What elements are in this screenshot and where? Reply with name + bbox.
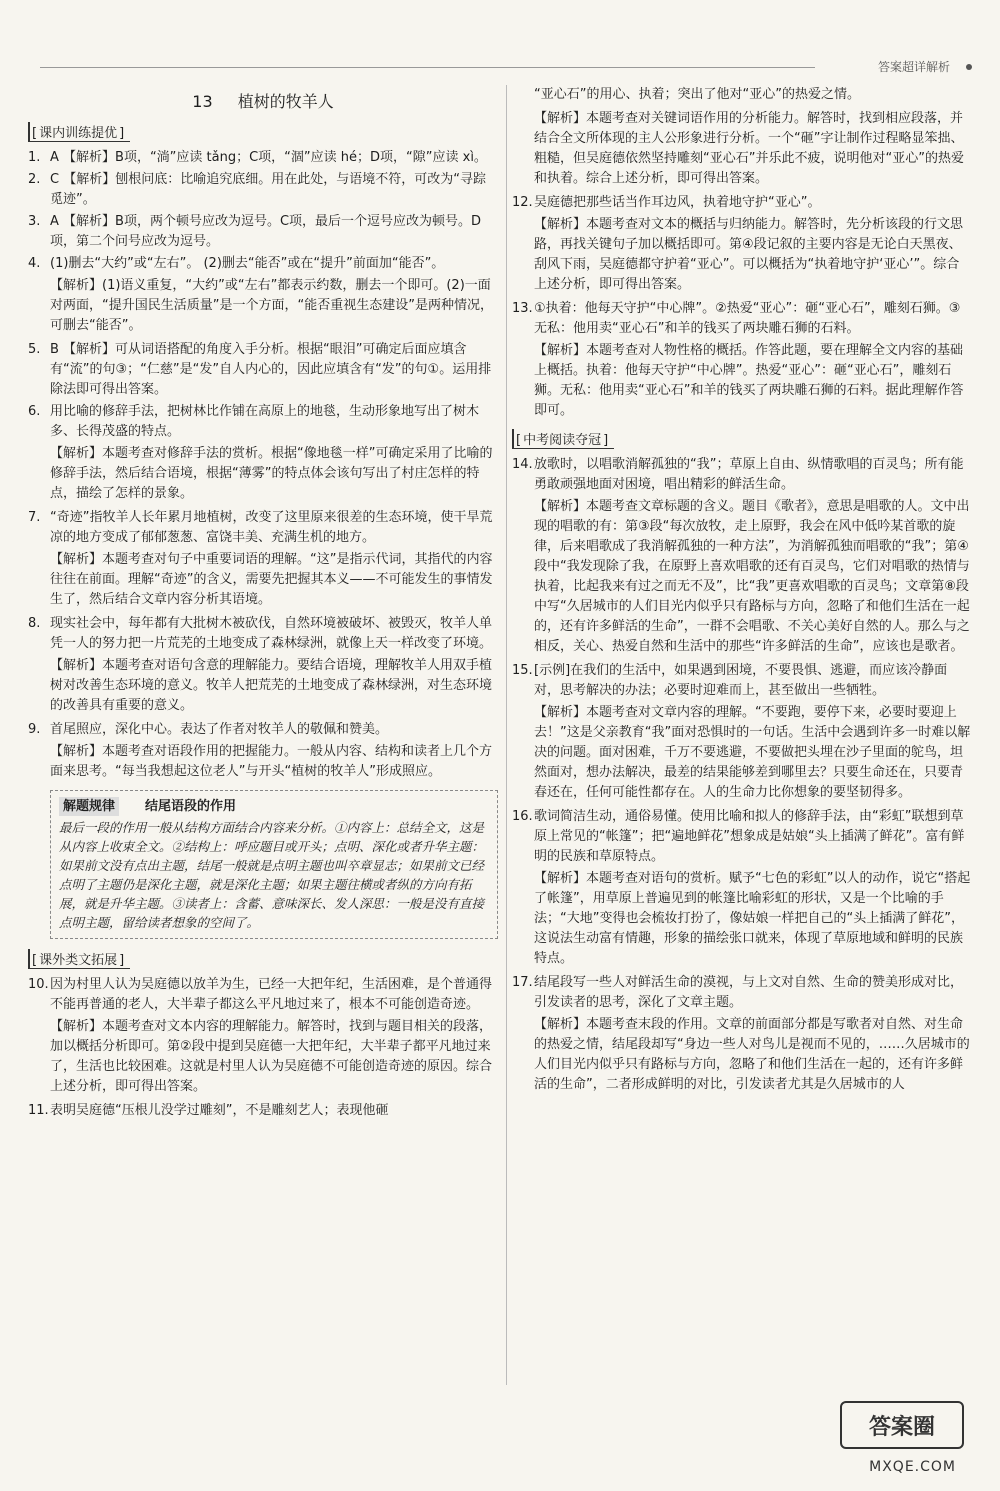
answer-text: 用比喻的修辞手法，把树林比作铺在高原上的地毯，生动形象地写出了树木多、长得茂盛的特点。	[50, 404, 480, 439]
answer-explanation: 【解析】本题考查对关键词语作用的分析能力。解答时，找到相应段落，并结合全文所体现的主人公形象进行分析。一个“砸”字让制作过程略显笨拙、粗糙，但吴庭德依然坚持雕刻“亚心石”并乐此不疲，说明他对“亚心”的热爱和执着。综合上述分析，即可得出答案。	[534, 111, 964, 186]
answer-text: 首尾照应，深化中心。表达了作者对牧羊人的敬佩和赞美。	[50, 722, 389, 737]
answer-number: 14.	[512, 457, 533, 472]
answer-number: 8.	[28, 616, 41, 631]
answer-text: (1)删去“大约”或“左右”。 (2)删去“能否”或在“提升”前面加“能否”。	[50, 256, 445, 271]
answer-text: ①执着：他每天守护“中心牌”。②热爱“亚心”：砸“亚心石”，雕刻石狮。③无私：他用卖“亚心石”和羊的钱买了两块雕石狮的石料。	[534, 301, 961, 336]
watermark-logo: 答案圈	[840, 1401, 964, 1449]
answer-number: 17.	[512, 975, 533, 990]
answer-explanation: 【解析】本题考查文章标题的含义。题目《歌者》，意思是唱歌的人。文中出现的唱歌的有：第③段“每次放牧，走上原野，我会在风中低吟某首歌的旋律，后来唱歌成了我消解孤独的一种方法”，为消解孤独而唱歌的“我”；第④段中“我发现除了我，在原野上喜欢唱歌的还有百灵鸟，它们对唱歌的热情与执着，比起我来有过之而无不及”，比“我”更喜欢唱歌的百灵鸟；文章第⑧段中写“久居城市的人们目光内似乎只有路标与方向，忽略了和他们生活在一起的，还有许多鲜活的生命”，一群不会唱歌、不关心美好自然的人。那么与之相反，关心、热爱自然和生活中的那些“许多鲜活的生命”，应该也是歌者。	[534, 499, 970, 654]
section-heading: [ 课内训练提优 ]	[28, 122, 130, 142]
answer-number: 2.	[28, 172, 41, 187]
answer-text: A 【解析】B项，“淌”应读 tǎng；C项，“涸”应读 hé；D项，“隙”应读 xì。	[50, 150, 487, 165]
answer-item	[28, 254, 498, 274]
tip-heading: 结尾语段的作用	[145, 799, 237, 814]
answer-list	[512, 455, 972, 1095]
header-label: 答案超详解析	[877, 60, 950, 74]
left-column	[28, 85, 498, 1123]
answer-explanation: 【解析】本题考查末段的作用。文章的前面部分都是写歌者对自然、对生命的热爱之情，结尾段却写“身边一些人对鸟儿是视而不见的，……久居城市的人们目光内似乎只有路标与方向，忽略了和他们生活在一起的，还有许多鲜活的生命”，二者形成鲜明的对比，引发读者尤其是久居城市的人	[534, 1017, 970, 1092]
lesson-title	[28, 89, 498, 112]
answer-item	[28, 340, 498, 400]
answer-list	[28, 148, 498, 782]
answer-text: 吴庭德把那些话当作耳边风，执着地守护“亚心”。	[534, 195, 821, 210]
lesson-number: 13	[192, 92, 213, 111]
answer-explanation: 【解析】本题考查对人物性格的概括。作答此题，要在理解全文内容的基础上概括。执着：他每天守护“中心牌”。热爱“亚心”：砸“亚心石”，雕刻石狮。无私：他用卖“亚心石”和羊的钱买了两块雕石狮的石料。据此理解作答即可。	[534, 343, 964, 418]
right-column	[512, 85, 972, 1099]
answer-explanation: 【解析】本题考查对语段作用的把握能力。一般从内容、结构和读者上几个方面来思考。“每当我想起这位老人”与开头“植树的牧羊人”形成照应。	[50, 744, 493, 779]
answer-number: 1.	[28, 150, 41, 165]
answer-item	[512, 299, 972, 339]
answer-explanation: 【解析】本题考查对语句的赏析。赋予“七色的彩虹”以人的动作，说它“搭起了帐篷”，用草原上普遍见到的帐篷比喻彩虹的形状，又是一个比喻的手法；“大地”变得也会梳妆打扮了，像姑娘一样把自己的“头上插满了鲜花”，这说法生动富有情趣，形象的描绘张口就来，体现了草原地域和鲜明的民族特点。	[534, 871, 971, 966]
answer-item	[28, 508, 498, 548]
answer-text: 表明吴庭德“压根儿没学过雕刻”，不是雕刻艺人；表现他砸	[50, 1103, 389, 1118]
answer-number: 4.	[28, 256, 41, 271]
answer-number: 13.	[512, 301, 533, 316]
answer-item	[28, 975, 498, 1015]
answer-text: B 【解析】可从词语搭配的角度入手分析。根据“眼泪”可确定后面应填含有“流”的句③；“仁慈”是“发”自人内心的，因此应填含有“发”的句①。运用排除法即可得出答案。	[50, 342, 492, 397]
answer-item	[512, 973, 972, 1013]
page-header	[40, 58, 980, 78]
answer-text: 因为村里人认为吴庭德以放羊为生，已经一大把年纪，生活困难，是个普通得不能再普通的老人，大半辈子都这么平凡地过来了，根本不可能创造奇迹。	[50, 977, 493, 1012]
lesson-name: 植树的牧羊人	[237, 92, 334, 111]
answer-number: 3.	[28, 214, 41, 229]
answer-explanation: 【解析】本题考查对文章内容的理解。“不要跑，要停下来，必要时要迎上去！”这是父亲教育“我”面对恐惧时的一句话。生活中会遇到许多一时难以解决的问题。面对困难，千万不要逃避，不要做把头埋在沙子里面的鸵鸟，坦然面对，想办法解决，最差的结果能够差到哪里去？只要生命还在，只要青春还在，任何可能性都存在。人的生命力比你想象的要坚韧得多。	[534, 705, 971, 800]
header-dot	[966, 64, 972, 70]
section-heading: [ 中考阅读夺冠 ]	[512, 429, 614, 449]
answer-explanation: 【解析】本题考查对句子中重要词语的理解。“这”是指示代词，其指代的内容往往在前面。理解“奇迹”的含义，需要先把握其本义——不可能发生的事情发生了，然后结合文章内容分析其语境。	[50, 552, 493, 607]
answer-item	[28, 614, 498, 654]
watermark-site: MXQE.COM	[869, 1459, 956, 1475]
answer-text: 放歌时，以唱歌消解孤独的“我”；草原上自由、纵情歌唱的百灵鸟；所有能勇敢顽强地面对困境，唱出精彩的鲜活生命。	[534, 457, 964, 492]
answer-text: 现实社会中，每年都有大批树木被砍伐，自然环境被破坏、被毁灭，牧羊人单凭一人的努力把一片荒芜的土地变成了森林绿洲，就像上天一样改变了环境。	[50, 616, 493, 651]
answer-item	[28, 170, 498, 210]
answer-number: 5.	[28, 342, 41, 357]
tip-box	[50, 790, 498, 939]
tip-body: 最后一段的作用一般从结构方面结合内容来分析。①内容上：总结全文，这是从内容上收束全文。②结构上：呼应题目或开头；点明、深化或者升华主题：如果前文没有点出主题，结尾一般就是点明主题也叫卒章显志；如果前文已经点明了主题仍是深化主题，就是深化主题；如果主题往横或者纵的方向有拓展，就是升华主题。③读者上：含蓄、意味深长、发人深思：一般是没有直接点明主题，留给读者想象的空间了。	[59, 820, 485, 930]
answer-number: 15.	[512, 663, 533, 678]
answer-item	[28, 212, 498, 252]
answer-item	[28, 1101, 498, 1121]
answer-item	[512, 193, 972, 213]
answer-item	[512, 661, 972, 701]
answer-number: 7.	[28, 510, 41, 525]
answer-number: 11.	[28, 1103, 49, 1118]
answer-text: “奇迹”指牧羊人长年累月地植树，改变了这里原来很差的生态环境，使干旱荒凉的地方变成了郁郁葱葱、富饶丰美、充满生机的地方。	[50, 510, 493, 545]
answer-text: C 【解析】刨根问底：比喻追究底细。用在此处，与语境不符，可改为“寻踪觅迹”。	[50, 172, 486, 207]
header-rule	[40, 67, 815, 68]
answer-item	[512, 807, 972, 867]
answer-number: 6.	[28, 404, 41, 419]
answer-explanation: 【解析】(1)语义重复，“大约”或“左右”都表示约数，删去一个即可。(2)一面对两面，“提升国民生活质量”是一个方面，“能否重视生态建设”是两种情况，可删去“能否”。	[50, 278, 493, 333]
answer-item	[28, 402, 498, 442]
answer-item	[28, 720, 498, 740]
answer-explanation: 【解析】本题考查对语句含意的理解能力。要结合语境，理解牧羊人用双手植树对改善生态环境的意义。牧羊人把荒芜的土地变成了森林绿洲，对生态环境的改善具有重要的意义。	[50, 658, 493, 713]
answer-text: 结尾段写一些人对鲜活生命的漠视，与上文对自然、生命的赞美形成对比，引发读者的思考，深化了文章主题。	[534, 975, 964, 1010]
tip-tag: 解题规律	[59, 797, 119, 816]
answer-explanation: 【解析】本题考查对修辞手法的赏析。根据“像地毯一样”可确定采用了比喻的修辞手法，然后结合语境，根据“薄雾”的特点体会该句写出了村庄怎样的特点，描绘了怎样的景象。	[50, 446, 493, 501]
answer-explanation: 【解析】本题考查对文本内容的理解能力。解答时，找到与题目相关的段落，加以概括分析即可。第②段中提到吴庭德一大把年纪，大半辈子都平凡地过来了，生活也比较困难。这就是村里人认为吴庭德不可能创造奇迹的原因。综合上述分析，即可得出答案。	[50, 1019, 493, 1094]
section-heading: [ 课外类文拓展 ]	[28, 949, 130, 969]
answer-item	[28, 148, 498, 168]
answer-number: 12.	[512, 195, 533, 210]
answer-list	[512, 193, 972, 421]
answer-text: 歌词简洁生动，通俗易懂。使用比喻和拟人的修辞手法，由“彩虹”联想到草原上常见的“帐篷”；把“遍地鲜花”想象成是姑娘“头上插满了鲜花”。富有鲜明的民族和草原特点。	[534, 809, 965, 864]
answer-number: 10.	[28, 977, 49, 992]
answer-explanation: 【解析】本题考查对文本的概括与归纳能力。解答时，先分析该段的行文思路，再找关键句子加以概括即可。第④段记叙的主要内容是无论白天黑夜、刮风下雨，吴庭德都守护着“亚心”。可以概括为“执着地守护‘亚心’”。综合上述分析，即可得出答案。	[534, 217, 964, 292]
column-divider	[506, 85, 507, 1385]
answer-list	[28, 975, 498, 1121]
answer-text: [示例]在我们的生活中，如果遇到困境，不要畏惧、逃避，而应该冷静面对，思考解决的办法；必要时迎难而上，甚至做出一些牺牲。	[534, 663, 948, 698]
answer-text: A 【解析】B项，两个顿号应改为逗号。C项，最后一个逗号应改为顿号。D项，第二个问号应改为逗号。	[50, 214, 482, 249]
answer-number: 16.	[512, 809, 533, 824]
tip-header	[59, 797, 489, 816]
answer-number: 9.	[28, 722, 41, 737]
answer-item	[512, 455, 972, 495]
answer-text: “亚心石”的用心、执着；突出了他对“亚心”的热爱之情。	[534, 87, 860, 102]
